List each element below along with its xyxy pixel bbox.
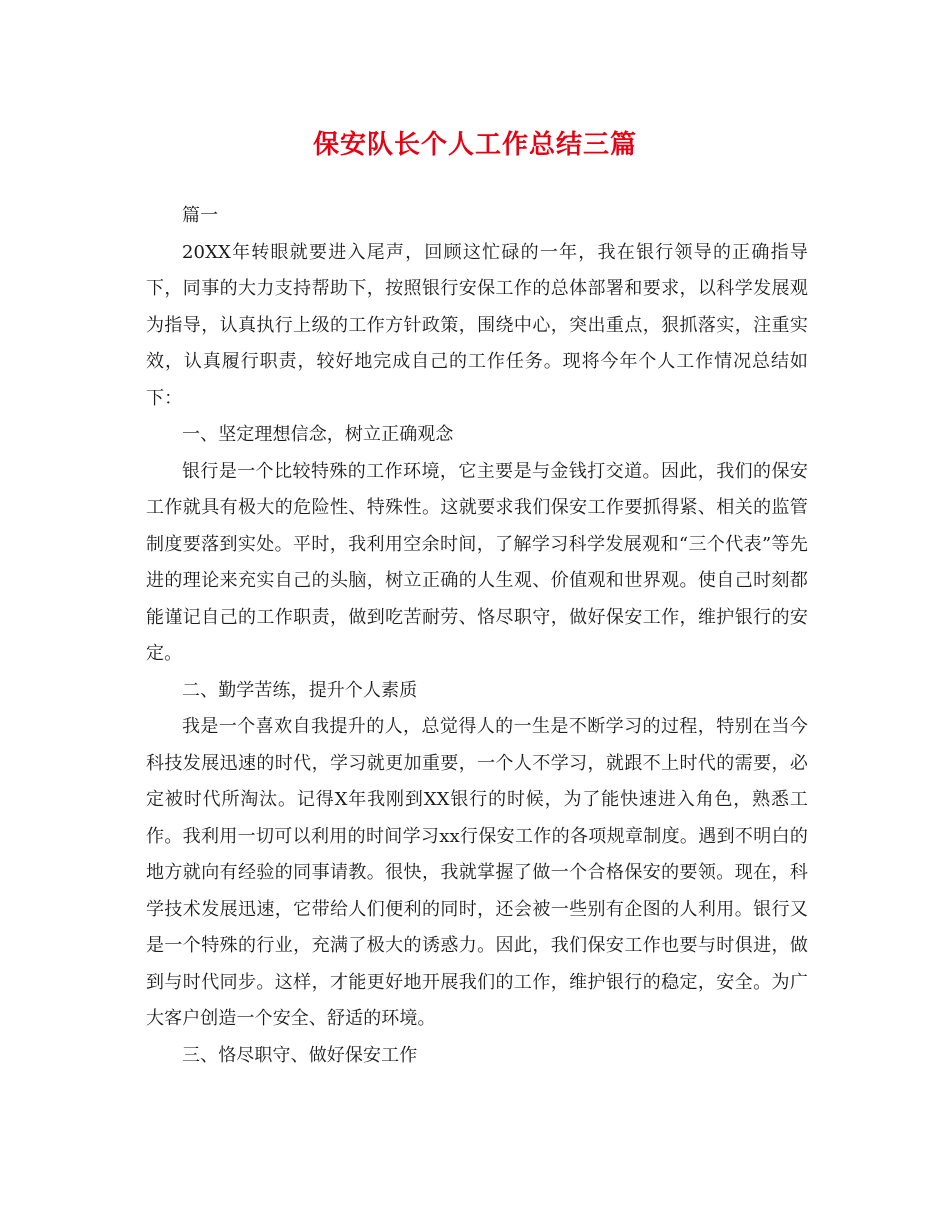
section-heading-1: 一、坚定理想信念，树立正确观念 [182, 424, 454, 445]
section-heading-3: 三、恪尽职守、做好保安工作 [182, 1044, 418, 1066]
section-heading-2: 二、勤学苦练，提升个人素质 [182, 679, 418, 701]
section-2-paragraph: 我是一个喜欢自我提升的人，总觉得人的一生是不断学习的过程，特别在当今科技发展迅速的时代，学习就更加重要，一个人不学习，就跟不上时代的需要，必定被时代所淘汰。记得X年我刚到XX银行的时候，为了能快速进入角色，熟悉工作。我利用一切可以利用的时间学习xx行保安工作的各项规章制度。遇到不明白的地方就向有经验的同事请教。很快，我就掌握了做一个合格保安的要领。现在，科学技术发展迅速，它带给人们便利的同时，还会被一些别有企图的人利用。银行又是一个特殊的行业，充满了极大的诱惑力。因此，我们保安工作也要与时俱进，做到与时代同步。这样，才能更好地开展我们的工作，维护银行的稳定，安全。为广大客户创造一个安全、舒适的环境。 [146, 716, 808, 1029]
section-label: 篇一 [182, 205, 219, 226]
document-body [146, 198, 808, 1074]
section-1-paragraph: 银行是一个比较特殊的工作环境，它主要是与金钱打交道。因此，我们的保安工作就具有极大的危险性、特殊性。这就要求我们保安工作要抓得紧、相关的监管制度要落到实处。平时，我利用空余时间，了解学习科学发展观和“三个代表”等先进的理论来充实自己的头脑，树立正确的人生观、价值观和世界观。使自己时刻都能谨记自己的工作职责，做到吃苦耐劳、恪尽职守，做好保安工作，维护银行的安定。 [146, 460, 808, 664]
intro-paragraph: 20XX年转眼就要进入尾声，回顾这忙碌的一年，我在银行领导的正确指导下，同事的大力支持帮助下，按照银行安保工作的总体部署和要求，以科学发展观为指导，认真执行上级的工作方针政策，围绕中心，突出重点，狠抓落实，注重实效，认真履行职责，较好地完成自己的工作任务。现将今年个人工作情况总结如下： [146, 241, 808, 409]
document-title: 保安队长个人工作总结三篇 [312, 130, 637, 160]
